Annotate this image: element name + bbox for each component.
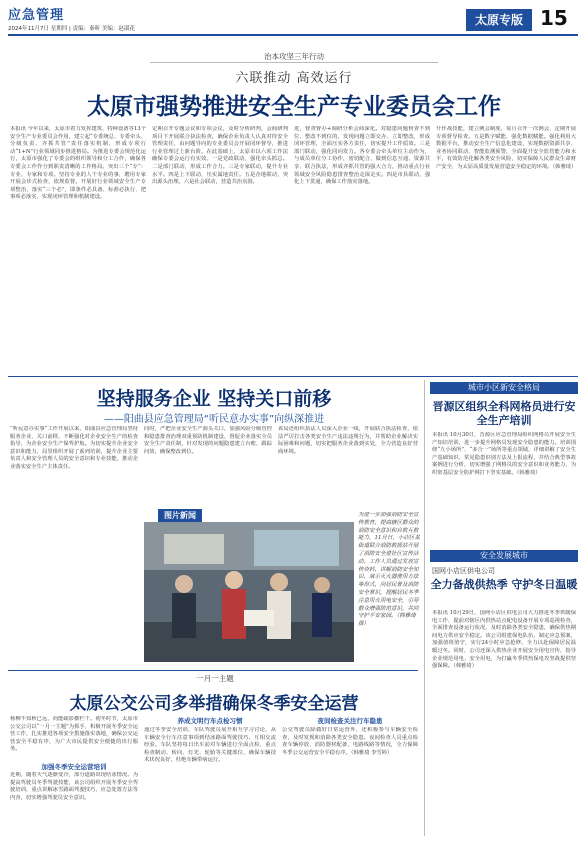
transport-col1-subhead: 加强冬季安全运营培训 bbox=[41, 763, 107, 771]
sidebar-story2-text: 本报讯 10月29日，国网小店区供电公司大力推进冬季供暖保电工作，提前对辖区内供热站点配电设备开展专项巡视检查，全面排查设备运行状况，及时消除各类安全隐患，确保供热期间电力供应安全稳定。该公司组建保电队伍，制定应急预案，加强值班值守，实行24小时应急抢修，全力以赴保障居民温暖过冬。同时，公司还深入供热企业开展安全用电宣传，指导企业规范用电、安全用电，为打赢冬季供热保电攻坚战提供坚强保障。（韩雅琦） bbox=[432, 610, 576, 670]
section-title: 应急管理 bbox=[8, 8, 65, 23]
lead-column-4: 升作战技能，建立例会制度，每月召开一次例会，定期开展专项督导检查。五是数字赋能，强化数据赋能。强化利用大数据平台，推动安全生产信息化建设，实现数据资源共享、业务协同联动、智能监测预警，全面提升安全监管能力和水平，有效防范化解各类安全风险，切实保障人民群众生命财产安全，为太原高质量发展营造安全稳定的环境。（韩雅琦） bbox=[436, 126, 576, 170]
photo-caption: 为进一步加强消防安全宣传教育，提高辖区群众的消防安全意识和自救互救能力，11月日，小店区某街道联合消防救援站开展了消防安全进社区宣传活动。工作人员通过发放宣传资料、讲解消防安全知识、演示灭火器使用方法等形式，向居民普及消防安全常识，提醒居民冬季注意用火用电安全，引导群众增强防范意识，共同守护平安家园。（韩雅琦 摄） bbox=[358, 512, 420, 628]
sidebar-story1-text: 本报讯 10月30日，晋源区应急管理局组织网格员开展安全生产知识培训，进一步提升网格员发现安全隐患的能力。培训围绕“九小场所”、“多合一”场所等重点领域，详细讲解了安全生产基础知识、常见隐患识别方法及上报流程，并结合典型事故案例进行分析，切实增强了网格员的安全意识和业务能力，为织密基层安全防护网打下坚实基础。（韩雅琦） bbox=[432, 432, 576, 476]
masthead-rule bbox=[8, 34, 578, 36]
transport-col1-text: 杨柳不知秋已远，尚能疏影横栏干。初冬时节，太原市公交公司以“一月一主题”为抓手，积极开展冬季安全运营工作，扎实推进各项安全措施落实落地，确保公交运营安全平稳有序，为广大市民提供安全便捷的出行服务。 bbox=[10, 716, 138, 753]
feature-subhead: ——阳曲县应急管理局“听民意办实事”向纵深推进 bbox=[103, 414, 325, 425]
sidebar-divider bbox=[424, 380, 425, 836]
transport-col3-subhead: 夜间检查关注行车隐患 bbox=[317, 717, 383, 725]
transport-col2-subhead: 养成文明行车点检习惯 bbox=[177, 717, 243, 725]
lead-divider bbox=[8, 376, 578, 377]
transport-col1b-text: 近期，随着天气逐渐变冷，部分道路出现结冰情况。为提高驾驶员冬季驾驶技能，该公司组织开展冬季安全驾驶培训，重点讲解冰雪路面驾驶技巧、应急处置方法等内容，切实增强驾驶员安全意识。 bbox=[10, 772, 138, 801]
feature-column-2: 同时，严把企业安全生产源头关口，加强风险分级管控和隐患排查治理双重预防机制建设，督促企业落实全员安全生产责任制，针对发现的问题隐患建立台账，跟踪问效，确保整改到位。 bbox=[144, 426, 272, 455]
transport-section-label: 一月一主题 bbox=[196, 674, 234, 683]
feature-divider bbox=[8, 670, 418, 671]
sidebar-band-2: 安全发展城市 bbox=[430, 550, 578, 562]
lead-kicker: 治本攻坚三年行动 bbox=[264, 52, 324, 61]
feature-headline: 坚持服务企业 坚持关口前移 bbox=[96, 388, 332, 410]
transport-col2-text: 通过冬季安全培训，车队驾驶员展开相互学习讨论，从车辆安全行车注意事项到结冰路面驾驶技巧，互相交流经验。车队坚持每日出车前对车辆进行全面点检，重点检查制动、转向、灯光、轮胎等关键部位，确保车辆技术状况良好，杜绝车辆带病运行。 bbox=[144, 727, 276, 764]
lead-column-3: 进，督查督办+调研分析会商深化。对隐患问题督查不到位、整改不到位的，发现问题立即交办、立即整改，形成闭环管理，全面压实各方责任，切实提升工作质效。三是部门联动，强化同向发力。各专委会牵头单位主动作为，与成员单位分工协作，密切配合，做到信息互通、资源共享、联合执法，形成齐抓共管的强大合力，推动重点行业领域安全风险隐患排查整治走深走实。四是市县联动，强化上下贯通，确保工作落实落地。 bbox=[294, 126, 430, 186]
sidebar-story2-headline: 全力备战供热季 守护冬日温暖 bbox=[430, 578, 578, 591]
sidebar-band-1: 城市小区新安全格局 bbox=[430, 382, 578, 394]
kicker-rule bbox=[150, 62, 438, 63]
lead-subhead: 六联推动 高效运行 bbox=[235, 71, 353, 86]
transport-headline: 太原公交公司多举措确保冬季安全运营 bbox=[69, 694, 359, 714]
edition-badge: 太原专版 bbox=[466, 9, 532, 31]
date-line: 2024年11月7日 星期四 | 责编：秦昕 美编：赵淑花 bbox=[8, 26, 135, 32]
lead-column-2: 定期召开专题会议和专项会议，及时分析研判，会商研判项目下开展联合执法检查，确保企业负责人认真对待安全管理责任，由问题导向的专业委员会开展闭环督导，推进行业管理过上新台阶。在此基础上，太原市以六项工作法确保专委会运行有实效。一是党政联动，强化牵头抓总。二是部门联动，形成工作合力。三是专家联动，提升专业水平。四是上下联动，压实属地责任。五是企地联动，突出源头治理。六是社会联动，营造共治氛围。 bbox=[152, 126, 288, 186]
news-photo bbox=[144, 522, 354, 662]
sidebar-story1-headline: 晋源区组织全科网格员进行安全生产培训 bbox=[432, 400, 576, 427]
page-number: 15 bbox=[540, 6, 568, 30]
lead-column-1: 本报讯 今年以来，太原市着力发挥建筑、特种设备等13个安全生产专业委员会作用，建立起“专委统总、专委牵头、分级负责、齐抓共管”责任落实机制，形成专项行动“1+N”行业领域同步推进格局。为推进专委会规范化运行，太原市强化了专委会的组织领导和分工合作，确保各专委会工作作分到职责清晰的工作格局。突出三个“专”：专业、专家和专项。坚持专业的人干专业的事，聘用专家开展会诊式检查，依规监督。开展好行业领域安全生产专项整治，落实“三个必”，即条件必具备、标准必执行、把事项必落实，实现闭环管理和机制建设。 bbox=[10, 126, 146, 201]
lead-headline: 太原市强势推进安全生产专业委员会工作 bbox=[87, 94, 501, 120]
transport-col3-text: 公交驾驶员除做好日常运营外，还积极参与车辆安全检查，及时发现和消除各类安全隐患。夜间检查人员重点检查车辆停放、消防器材配备、电路线路等情况，全力保障冬季公交运营安全平稳有序。（韩雅琦 李雪婷） bbox=[282, 727, 418, 756]
sidebar-story2-kicker: 国网小店区供电公司 bbox=[432, 567, 495, 575]
photo-news-tag: 图片新闻 bbox=[158, 509, 202, 522]
feature-column-1: “听民意办实事”工作开展以来，阳曲县应急管理局坚持服务企业、关口前移，不断强化对企业安全生产的检查指导，为企业安全生产保驾护航。为切实提升企业安全意识和能力，局里组织开展了系列培训，提升企业主要负责人和安全管理人员的安全意识和专业技能，推动企业落实安全生产主体责任。 bbox=[10, 426, 138, 470]
feature-column-3: 该局还组织执法人员深入企业一线，开展联合执法检查，依法严厉打击各类安全生产违法违规行为，并帮助企业解决实际困难和问题，切实把服务企业落到实处，全力营造良好营商环境。 bbox=[278, 426, 418, 455]
